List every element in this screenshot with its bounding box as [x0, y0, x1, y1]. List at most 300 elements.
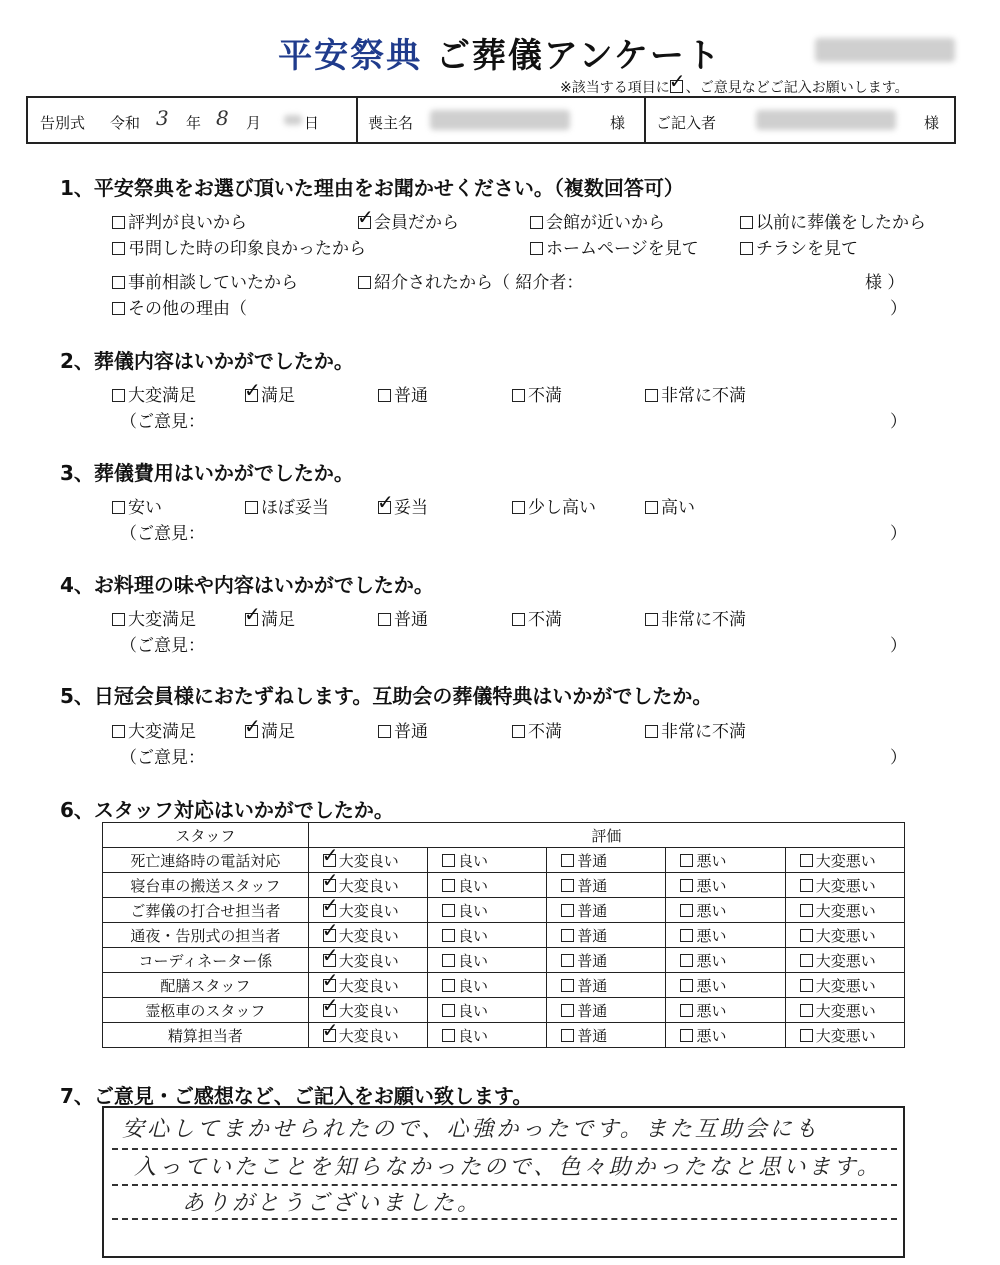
rating-cell — [666, 1023, 785, 1048]
rating-cell — [785, 898, 904, 923]
option-label: 大変悪い — [815, 876, 876, 895]
checkbox-icon[interactable] — [561, 954, 574, 967]
checkbox-icon[interactable] — [244, 602, 261, 626]
staff-rating-option[interactable] — [442, 1027, 488, 1045]
check-mark-icon: ✓ — [321, 892, 339, 917]
q4-option-3[interactable] — [512, 605, 562, 630]
option-label: ほぼ妥当 — [261, 498, 329, 518]
info-header — [26, 96, 956, 144]
q2-option-3[interactable] — [512, 381, 562, 406]
rating-cell — [666, 848, 785, 873]
checkbox-icon[interactable] — [378, 389, 391, 402]
option-label: 良い — [457, 926, 488, 945]
table-row — [103, 898, 905, 923]
option-label: 良い — [457, 851, 488, 870]
checkbox-icon[interactable] — [512, 613, 525, 626]
staff-name: 霊柩車のスタッフ — [103, 998, 309, 1023]
rating-cell — [785, 1023, 904, 1048]
option-label: 大変良い — [338, 901, 399, 920]
mourner-cell — [358, 98, 646, 142]
q1-option-1[interactable] — [357, 205, 459, 233]
mourner-honorific: 様 — [610, 114, 626, 132]
checkbox-icon[interactable] — [800, 904, 813, 917]
staff-rating-option[interactable] — [800, 1027, 876, 1045]
option-label: 満足 — [261, 386, 295, 406]
q3-option-2[interactable] — [377, 490, 428, 518]
q5-option-2[interactable] — [378, 717, 428, 742]
q4-option-2[interactable] — [378, 605, 428, 630]
checkbox-icon[interactable] — [378, 613, 391, 626]
checkbox-icon[interactable] — [442, 879, 455, 892]
staff-rating-option[interactable] — [800, 927, 876, 945]
option-label: 悪い — [696, 976, 727, 995]
q1-other-close: ） — [890, 299, 907, 319]
checkbox-icon[interactable] — [680, 929, 693, 942]
option-label: 大変満足 — [128, 722, 196, 742]
rating-cell — [547, 923, 666, 948]
q3-option-3[interactable] — [512, 493, 596, 518]
checkbox-icon[interactable] — [321, 1017, 339, 1042]
checkbox-icon[interactable] — [740, 216, 753, 229]
rating-cell — [785, 873, 904, 898]
q3-option-1[interactable] — [245, 493, 329, 518]
redacted-id — [815, 38, 955, 62]
era-label: 令和 — [110, 114, 141, 132]
q2-option-2[interactable] — [378, 381, 428, 406]
option-label: 大変満足 — [128, 610, 196, 630]
option-label: 悪い — [696, 1001, 727, 1020]
checkbox-icon[interactable] — [512, 725, 525, 738]
staff-rating-option[interactable] — [800, 1002, 876, 1020]
checkbox-icon[interactable] — [321, 942, 339, 967]
checkbox-icon[interactable] — [561, 1004, 574, 1017]
option-label: 不満 — [528, 722, 562, 742]
checkbox-icon[interactable] — [740, 242, 753, 255]
checkbox-icon[interactable] — [645, 501, 658, 514]
option-label: 大変悪い — [815, 901, 876, 920]
staff-rating-option[interactable] — [321, 842, 399, 870]
rating-cell — [666, 898, 785, 923]
checkbox-icon[interactable] — [321, 892, 339, 917]
checkbox-icon[interactable] — [800, 854, 813, 867]
checkbox-icon[interactable] — [112, 389, 125, 402]
option-label: 普通 — [577, 1026, 608, 1045]
checkbox-icon[interactable] — [112, 276, 125, 289]
q1-introducer-suffix: 様 ） — [865, 273, 905, 293]
q1-option-7[interactable] — [112, 268, 298, 293]
checkbox-icon[interactable] — [530, 242, 543, 255]
table-row — [103, 1023, 905, 1048]
checkbox-icon[interactable] — [800, 954, 813, 967]
checkbox-icon[interactable] — [800, 929, 813, 942]
q5-option-0[interactable] — [112, 717, 196, 742]
survey-title: ご葬儀アンケート — [435, 36, 722, 76]
q3-comment-label[interactable]: （ご意見： — [120, 524, 205, 544]
staff-rating-option[interactable] — [680, 977, 726, 995]
rating-cell — [547, 998, 666, 1023]
staff-name: 精算担当者 — [103, 1023, 309, 1048]
staff-rating-option[interactable] — [321, 967, 399, 995]
q4-comment-close: ） — [890, 636, 907, 656]
q3-comment-close: ） — [890, 524, 907, 544]
option-label: 普通 — [577, 976, 608, 995]
checkbox-icon[interactable] — [442, 854, 455, 867]
option-label: 非常に不満 — [661, 386, 746, 406]
redacted-mourner-name — [430, 110, 570, 130]
checkbox-icon[interactable] — [321, 842, 339, 867]
rating-cell — [666, 873, 785, 898]
staff-table-body — [103, 842, 905, 1048]
checkbox-icon[interactable] — [112, 725, 125, 738]
year-unit: 年 — [186, 114, 202, 132]
checkbox-icon[interactable] — [680, 879, 693, 892]
staff-rating-option[interactable] — [442, 852, 488, 870]
checkbox-icon[interactable] — [442, 1004, 455, 1017]
option-label: 良い — [457, 876, 488, 895]
table-row — [103, 948, 905, 973]
q5-option-3[interactable] — [512, 717, 562, 742]
checkbox-icon[interactable] — [680, 1004, 693, 1017]
q2-option-1[interactable] — [244, 378, 295, 406]
rating-cell — [547, 973, 666, 998]
staff-rating-option[interactable] — [561, 1027, 607, 1045]
option-label: 悪い — [696, 951, 727, 970]
q5-option-1[interactable] — [244, 714, 295, 742]
option-label: 大変悪い — [815, 1001, 876, 1020]
comment-line-1: 安心してまかせられたので、心強かったです。また互助会にも — [122, 1117, 820, 1142]
staff-name: 配膳スタッフ — [103, 973, 309, 998]
q4-title: 4、お料理の味や内容はいかがでしたか。 — [60, 573, 434, 597]
q1-option-2[interactable] — [530, 208, 665, 233]
q2-comment-close: ） — [890, 412, 907, 432]
q5-title: 5、日冠会員様におたずねします。互助会の葬儀特典はいかがでしたか。 — [60, 684, 713, 708]
checkbox-icon[interactable] — [321, 917, 339, 942]
option-label: 非常に不満 — [661, 722, 746, 742]
staff-rating-option[interactable] — [561, 952, 607, 970]
option-label: 普通 — [577, 926, 608, 945]
q1-option-3[interactable] — [740, 208, 926, 233]
checkbox-icon[interactable] — [680, 854, 693, 867]
table-row — [103, 923, 905, 948]
option-label: 良い — [457, 1026, 488, 1045]
option-label: 大変良い — [338, 951, 399, 970]
staff-rating-option[interactable] — [800, 852, 876, 870]
q4-option-0[interactable] — [112, 605, 196, 630]
checkbox-icon[interactable] — [442, 979, 455, 992]
rating-cell — [785, 848, 904, 873]
q1-option-0[interactable] — [112, 208, 247, 233]
redacted-day — [284, 115, 302, 125]
rating-cell — [666, 973, 785, 998]
checkbox-icon[interactable] — [512, 389, 525, 402]
rating-cell — [785, 948, 904, 973]
staff-rating-option[interactable] — [442, 977, 488, 995]
q5-option-4[interactable] — [645, 717, 746, 742]
q2-option-4[interactable] — [645, 381, 746, 406]
option-label: 大変悪い — [815, 926, 876, 945]
rating-cell — [547, 1023, 666, 1048]
rating-cell — [666, 923, 785, 948]
option-label: 以前に葬儀をしたから — [756, 213, 926, 233]
checkbox-icon[interactable] — [680, 904, 693, 917]
staff-rating-option[interactable] — [321, 1017, 399, 1045]
option-label: 悪い — [696, 876, 727, 895]
staff-rating-option[interactable] — [561, 902, 607, 920]
table-row — [103, 998, 905, 1023]
checkbox-icon[interactable] — [800, 1004, 813, 1017]
option-label: 普通 — [577, 1001, 608, 1020]
q2-option-0[interactable] — [112, 381, 196, 406]
mourner-label: 喪主名 — [368, 114, 414, 132]
q1-option-6[interactable] — [740, 234, 858, 259]
check-mark-icon: ✓ — [321, 1017, 339, 1042]
funeral-label: 告別式 — [40, 114, 86, 132]
option-label: 満足 — [261, 722, 295, 742]
checkbox-icon[interactable] — [800, 879, 813, 892]
q1-option-9[interactable] — [112, 294, 247, 319]
checkbox-icon[interactable] — [561, 929, 574, 942]
checkbox-icon[interactable] — [645, 613, 658, 626]
check-mark-icon: ✓ — [244, 714, 261, 738]
rating-cell — [427, 1023, 546, 1048]
checkbox-icon[interactable] — [244, 378, 261, 402]
option-label: 大変良い — [338, 976, 399, 995]
option-label: 大変悪い — [815, 851, 876, 870]
option-label: 安い — [128, 498, 162, 518]
q1-title: 1、平安祭典をお選び頂いた理由をお聞かせください。（複数回答可） — [60, 176, 684, 200]
checkbox-icon[interactable] — [321, 992, 339, 1017]
table-row — [103, 973, 905, 998]
checkbox-icon[interactable] — [112, 501, 125, 514]
checkbox-icon[interactable] — [321, 867, 339, 892]
checkbox-icon[interactable] — [561, 1029, 574, 1042]
option-label: 大変悪い — [815, 1026, 876, 1045]
checkbox-icon[interactable] — [512, 501, 525, 514]
checkbox-icon[interactable] — [645, 389, 658, 402]
checkbox-icon[interactable] — [244, 714, 261, 738]
checkbox-icon[interactable] — [358, 276, 371, 289]
check-mark-icon: ✓ — [357, 205, 374, 229]
rating-cell — [427, 948, 546, 973]
checkbox-icon[interactable] — [378, 725, 391, 738]
q4-option-4[interactable] — [645, 605, 746, 630]
option-label: 会館が近いから — [546, 213, 665, 233]
option-label: 普通 — [577, 851, 608, 870]
rating-cell — [427, 848, 546, 873]
check-mark-icon: ✓ — [321, 867, 339, 892]
staff-rating-option[interactable] — [800, 952, 876, 970]
staff-rating-option[interactable] — [561, 977, 607, 995]
staff-rating-option[interactable] — [800, 902, 876, 920]
option-label: 非常に不満 — [661, 610, 746, 630]
check-mark-icon: ✓ — [668, 69, 686, 93]
option-label: 悪い — [696, 901, 727, 920]
day-unit: 日 — [304, 114, 320, 132]
option-label: 大変良い — [338, 851, 399, 870]
checkbox-icon[interactable] — [442, 954, 455, 967]
year-value[interactable]: 3 — [156, 106, 169, 130]
check-mark-icon: ✓ — [321, 942, 339, 967]
staff-rating-option[interactable] — [680, 1002, 726, 1020]
staff-rating-option[interactable] — [321, 942, 399, 970]
option-label: 事前相談していたから — [128, 273, 298, 293]
option-label: 大変満足 — [128, 386, 196, 406]
month-value[interactable]: 8 — [216, 106, 229, 130]
checkbox-icon[interactable] — [645, 725, 658, 738]
comment-box[interactable] — [102, 1106, 905, 1258]
brand-name: 平安祭典 — [278, 36, 423, 76]
staff-table-header — [103, 823, 905, 848]
rating-cell — [785, 973, 904, 998]
rating-cell — [308, 1017, 427, 1048]
rating-cell — [547, 873, 666, 898]
comment-line-2: 入っていたことを知らなかったので、色々助かったなと思います。 — [134, 1155, 882, 1180]
checkbox-icon[interactable] — [442, 929, 455, 942]
q1-option-8[interactable] — [358, 268, 583, 293]
checkbox-icon[interactable] — [680, 1029, 693, 1042]
staff-rating-option[interactable] — [561, 1002, 607, 1020]
date-cell — [28, 98, 358, 142]
q5-comment-label[interactable]: （ご意見： — [120, 748, 205, 768]
staff-rating-option[interactable] — [321, 992, 399, 1020]
line-divider — [112, 1218, 897, 1220]
month-unit: 月 — [246, 114, 262, 132]
rating-cell — [666, 998, 785, 1023]
check-mark-icon: ✓ — [321, 842, 339, 867]
option-label: 良い — [457, 901, 488, 920]
rating-cell — [547, 948, 666, 973]
staff-rating-option[interactable] — [321, 917, 399, 945]
rating-cell — [427, 898, 546, 923]
checkbox-icon[interactable] — [561, 879, 574, 892]
check-mark-icon: ✓ — [244, 378, 261, 402]
sample-checkbox-icon — [668, 69, 686, 93]
option-label: 不満 — [528, 610, 562, 630]
q2-comment-label[interactable]: （ご意見： — [120, 412, 205, 432]
note-suffix: 、ご意見などご記入お願いします。 — [685, 80, 909, 96]
staff-rating-option[interactable] — [680, 927, 726, 945]
staff-rating-option[interactable] — [680, 902, 726, 920]
staff-rating-option[interactable] — [800, 877, 876, 895]
check-mark-icon: ✓ — [377, 490, 394, 514]
option-label: チラシを見て — [756, 239, 858, 259]
check-mark-icon: ✓ — [321, 992, 339, 1017]
option-label: 大変良い — [338, 1026, 399, 1045]
checkbox-icon[interactable] — [245, 501, 258, 514]
option-label: 紹介されたから（ 紹介者： — [374, 273, 584, 293]
rating-cell — [427, 998, 546, 1023]
checkbox-icon[interactable] — [112, 613, 125, 626]
staff-name: 寝台車の搬送スタッフ — [103, 873, 309, 898]
checkbox-icon[interactable] — [442, 904, 455, 917]
staff-rating-option[interactable] — [442, 952, 488, 970]
table-row — [103, 873, 905, 898]
staff-rating-option[interactable] — [561, 927, 607, 945]
col-rating: 評価 — [308, 823, 904, 848]
q4-option-1[interactable] — [244, 602, 295, 630]
staff-rating-option[interactable] — [442, 902, 488, 920]
checkbox-icon[interactable] — [357, 205, 374, 229]
staff-rating-table — [102, 822, 905, 1048]
q3-title: 3、葬儀費用はいかがでしたか。 — [60, 461, 354, 485]
checkbox-icon[interactable] — [321, 967, 339, 992]
check-mark-icon: ✓ — [244, 602, 261, 626]
rating-cell — [785, 998, 904, 1023]
option-label: 大変悪い — [815, 976, 876, 995]
checkbox-icon[interactable] — [680, 979, 693, 992]
staff-rating-option[interactable] — [442, 927, 488, 945]
q7-title: 7、ご意見・ご感想など、ご記入をお願い致します。 — [60, 1084, 533, 1108]
checkbox-icon[interactable] — [800, 979, 813, 992]
option-label: 高い — [661, 498, 695, 518]
staff-rating-option[interactable] — [561, 852, 607, 870]
option-label: 会員だから — [374, 213, 459, 233]
option-label: 妥当 — [394, 498, 428, 518]
checkbox-icon[interactable] — [680, 954, 693, 967]
checkbox-icon[interactable] — [800, 1029, 813, 1042]
checkbox-icon[interactable] — [112, 216, 125, 229]
checkbox-icon[interactable] — [561, 854, 574, 867]
table-row — [103, 848, 905, 873]
staff-rating-option[interactable] — [561, 877, 607, 895]
option-label: 弔問した時の印象良かったから — [128, 239, 366, 259]
option-label: 良い — [457, 951, 488, 970]
q4-comment-label[interactable]: （ご意見： — [120, 636, 205, 656]
checkbox-icon[interactable] — [377, 490, 394, 514]
staff-rating-option[interactable] — [321, 892, 399, 920]
rating-cell — [666, 948, 785, 973]
checkbox-icon[interactable] — [112, 242, 125, 255]
q2-title: 2、葬儀内容はいかがでしたか。 — [60, 349, 354, 373]
checkbox-icon[interactable] — [530, 216, 543, 229]
staff-rating-option[interactable] — [800, 977, 876, 995]
staff-rating-option[interactable] — [442, 1002, 488, 1020]
checkbox-icon[interactable] — [561, 979, 574, 992]
col-staff: スタッフ — [103, 823, 309, 848]
check-mark-icon: ✓ — [321, 967, 339, 992]
staff-name: 通夜・告別式の担当者 — [103, 923, 309, 948]
q1-option-5[interactable] — [530, 234, 699, 259]
q3-option-4[interactable] — [645, 493, 695, 518]
q1-option-4[interactable] — [112, 234, 366, 259]
instruction-note — [560, 69, 909, 97]
checkbox-icon[interactable] — [112, 302, 125, 315]
staff-rating-option[interactable] — [680, 852, 726, 870]
option-label: 普通 — [577, 901, 608, 920]
option-label: 評判が良いから — [128, 213, 247, 233]
checkbox-icon[interactable] — [561, 904, 574, 917]
staff-rating-option[interactable] — [680, 877, 726, 895]
option-label: 普通 — [577, 876, 608, 895]
redacted-writer-name — [756, 110, 896, 130]
option-label: 満足 — [261, 610, 295, 630]
staff-rating-option[interactable] — [321, 867, 399, 895]
rating-cell — [427, 923, 546, 948]
staff-rating-option[interactable] — [442, 877, 488, 895]
checkbox-icon[interactable] — [442, 1029, 455, 1042]
option-label: 大変悪い — [815, 951, 876, 970]
option-label: 大変良い — [338, 876, 399, 895]
staff-rating-option[interactable] — [680, 1027, 726, 1045]
writer-cell — [646, 98, 956, 142]
option-label: 悪い — [696, 1026, 727, 1045]
writer-label: ご記入者 — [656, 114, 717, 132]
rating-cell — [547, 898, 666, 923]
q3-option-0[interactable] — [112, 493, 162, 518]
option-label: 悪い — [696, 926, 727, 945]
writer-honorific: 様 — [924, 114, 940, 132]
staff-rating-option[interactable] — [680, 952, 726, 970]
